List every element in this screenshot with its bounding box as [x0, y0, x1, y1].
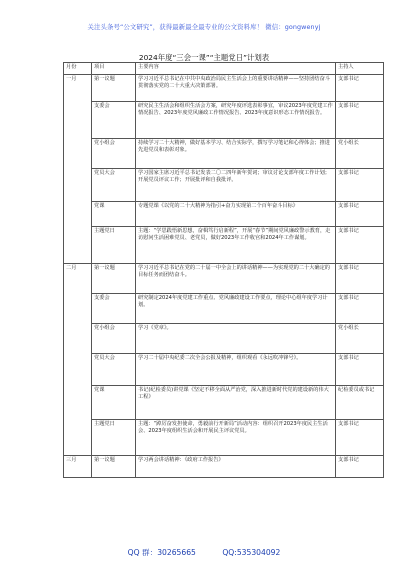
host-cell: 纪检委员或书记	[336, 386, 384, 420]
content-cell: 学习习近平总书记在中共中央政治局民主生活会上的重要讲话精神——坚持团结奋斗贯彻落实党的二十大重大决策部署。	[136, 75, 336, 102]
content-cell: 主题：“踔厉奋发担使命，勇毅前行开新局”活动内容：组织召开2023年度民主生活会、2023年度组织生活会和开展民主评议党员。	[136, 420, 336, 456]
promo-banner: 关注头条号“公文研究”，获得最新最全最专业的公文资料库！ 微信：gongwenyj	[87, 23, 321, 31]
table-row	[64, 169, 384, 202]
table-row	[64, 354, 384, 386]
table-row	[64, 202, 384, 227]
content-cell: 学习两会讲话精神：《政府工作报告》	[136, 456, 336, 478]
item-cell: 支委会	[92, 102, 136, 139]
table-row	[64, 294, 384, 324]
host-cell: 支部书记	[336, 169, 384, 202]
qq-group-text: QQ 群：30265665	[127, 548, 196, 557]
table-row	[64, 456, 384, 478]
host-cell: 支部书记	[336, 420, 384, 456]
content-cell: 专题党课《以党的二十大精神为指引+奋力实现第二个百年奋斗目标》	[136, 202, 336, 227]
table-row	[64, 139, 384, 169]
host-cell: 支部书记	[336, 354, 384, 386]
month-cell: 三月	[64, 456, 92, 478]
contact-footer	[0, 547, 408, 558]
item-cell: 党课	[92, 386, 136, 420]
content-cell: 学习习近平总书记在党的二十届一中全会上的讲话精神——为实现党的二十大确定的目标任务而团结奋斗。	[136, 264, 336, 294]
host-cell: 党小组长	[336, 139, 384, 169]
host-cell: 支部书记	[336, 75, 384, 102]
table-row	[64, 75, 384, 102]
item-cell: 党课	[92, 202, 136, 227]
host-cell: 支部书记	[336, 456, 384, 478]
host-cell: 支部书记	[336, 294, 384, 324]
content-cell: 持续学习二十大精神，做好基本学习、结合实际学，撰写学习笔记和心得体会；推进先进党员和表彰对象。	[136, 139, 336, 169]
table-row	[64, 420, 384, 456]
table-row	[64, 324, 384, 354]
host-cell: 支部书记	[336, 264, 384, 294]
item-cell: 党员大会	[92, 354, 136, 386]
content-cell: 学习《党章》。	[136, 324, 336, 354]
item-cell: 第一议题	[92, 456, 136, 478]
header-item: 项目	[92, 63, 136, 75]
host-cell: 支部书记	[336, 227, 384, 264]
month-cell: 一月	[64, 75, 92, 264]
host-cell: 党小组长	[336, 324, 384, 354]
item-cell: 党员大会	[92, 169, 136, 202]
header-month: 月份	[64, 63, 92, 75]
item-cell: 主题党日	[92, 420, 136, 456]
table-row	[64, 386, 384, 420]
content-cell: 主题：“学思践悟新思想，奋楫笃行启新程”，开展“春节”期间党风廉政警示教育，走访慰问生活困难党员、老党员，做好2023年工作收官和2024年工作谋划。	[136, 227, 336, 264]
item-cell: 党小组会	[92, 324, 136, 354]
content-cell: 书记(纪检委员)讲党课《坚定不移全面从严治党，深入推进新时代党的建设新的伟大工程》	[136, 386, 336, 420]
content-cell: 学习二十届中央纪委二次全会公报及精神，组织观看《永远吹冲锋号》。	[136, 354, 336, 386]
item-cell: 支委会	[92, 294, 136, 324]
host-cell: 支部书记	[336, 202, 384, 227]
host-cell: 支部书记	[336, 102, 384, 139]
table-header-row	[64, 63, 384, 75]
plan-table	[63, 62, 384, 478]
content-cell: 研究民主生活会和组织生活会方案，研究年度评选表彰事宜，审议2023年度党建工作情况报告、2023年度党风廉政工作情况报告、2023年度意识形态工作情况报告。	[136, 102, 336, 139]
table-row	[64, 227, 384, 264]
qq-text: QQ:535304092	[222, 548, 281, 557]
header-content: 主要内容	[136, 63, 336, 75]
item-cell: 第一议题	[92, 75, 136, 102]
table-row	[64, 264, 384, 294]
table-row	[64, 102, 384, 139]
page-title: 2024年度“三会一课”“主题党日”计划表	[138, 53, 270, 62]
item-cell: 主题党日	[92, 227, 136, 264]
header-host: 主持人	[336, 63, 384, 75]
item-cell: 第一议题	[92, 264, 136, 294]
month-cell: 二月	[64, 264, 92, 456]
content-cell: 学习国家主席习近平总书记发表二〇二四年新年贺词；审议讨论支部年度工作计划；开展党员评议工作；开展批评和自我批评。	[136, 169, 336, 202]
item-cell: 党小组会	[92, 139, 136, 169]
content-cell: 研究制定2024年度党建工作重点、党风廉政建设工作要点，理论中心组年度学习计划。	[136, 294, 336, 324]
